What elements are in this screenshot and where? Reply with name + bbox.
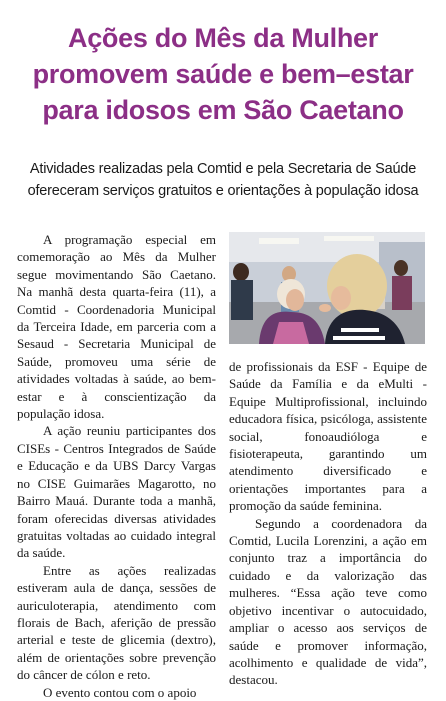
headline-line-1: Ações do Mês da Mulher	[68, 23, 378, 53]
article-column-right	[229, 358, 427, 689]
subhead-line-1: Atividades realizadas pela Comtid e pela Secretaria de Saúde	[29, 161, 417, 177]
paragraph-4: O evento contou com o apoio	[43, 684, 197, 700]
paragraph-2: A ação reuniu participantes dos CISEs - Centros Integrados de Saúde e Educação e da UBS Darcy Vargas no CISE Guimarães Magarotto, no Bairro Mauá. Durante toda a manhã, foram oferecidas diversas atividades gratuitas voltadas ao cuidado integral da saúde.	[17, 423, 216, 561]
paragraph-5: de profissionais da ESF - Equipe de Saúde da Família e da eMulti - Equipe Multiprofissional, incluindo educadora física, psicóloga, assistente social, fonoaudióloga e fisioterapeuta, garantindo um atendimento diversificado e orientações importantes para a promoção da saúde feminina.	[229, 359, 427, 514]
subhead-line-2: ofereceram serviços gratuitos e orientações à população idosa	[27, 183, 419, 199]
headline-line-3: para idosos em São Caetano	[42, 95, 404, 125]
article-subheadline	[0, 158, 446, 202]
article-headline	[0, 20, 446, 128]
article-column-left	[17, 231, 216, 701]
headline-line-2: promovem saúde e bem–estar	[32, 59, 414, 89]
paragraph-3: Entre as ações realizadas estiveram aula de dança, sessões de auriculoterapia, atendimento com florais de Bach, aferição de pressão arterial e teste de glicemia (dextro), além de orientações sobre prevenção do câncer de cólon e reto.	[17, 562, 216, 683]
paragraph-1: A programação especial em comemoração ao Mês da Mulher segue movimentando São Caetano. Na manhã desta quarta-feira (11), a Comtid - Coordenadoria Municipal da Terceira Idade, em parceria com a Sesaud - Secretaria Municipal de Saúde, promoveu uma série de atividades voltadas à saúde, ao bem-estar e à conscientização da população idosa.	[17, 232, 216, 422]
paragraph-6: Segundo a coordenadora da Comtid, Lucila Lorenzini, a ação em conjunto traz a importância do cuidado e da valorização das mulheres. “Essa ação teve como objetivo incentivar o autocuidado, ampliar o acesso aos serviços de saúde e promover informação, acolhimento e qualidade de vida”, destacou.	[229, 515, 427, 688]
photo-illustration	[229, 232, 425, 344]
article-photo	[229, 232, 425, 344]
